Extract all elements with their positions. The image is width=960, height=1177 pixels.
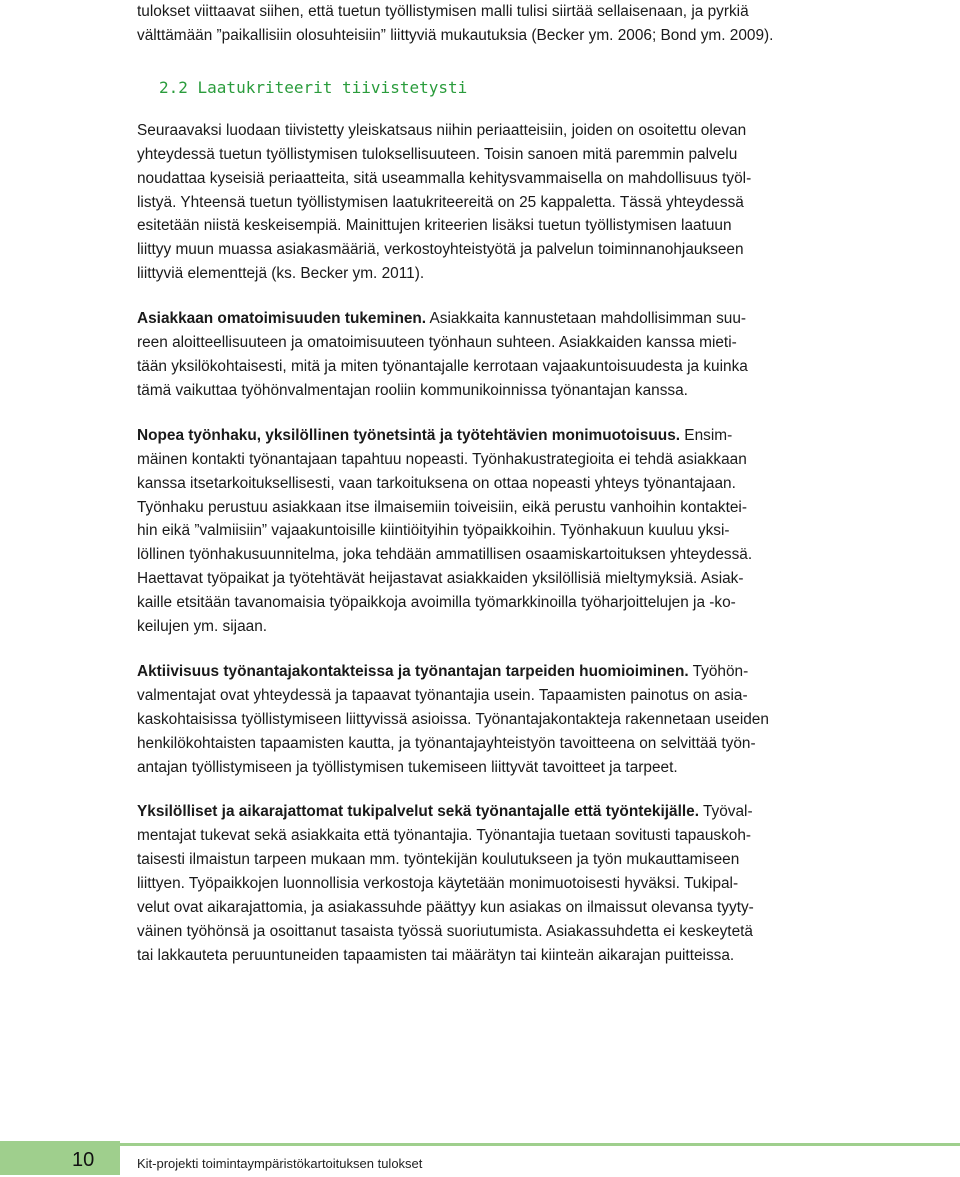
criterion-title: Nopea työnhaku, yksilöllinen työnetsintä ja työtehtävien monimuotoisuus. bbox=[137, 426, 681, 444]
text-line: mäinen kontakti työnantajaan tapahtuu nopeasti. Työnhakustrategioita ei tehdä asiakkaan bbox=[137, 450, 747, 468]
text-line: noudattaa kyseisiä periaatteita, sitä useammalla kehitysvammaisella on mahdollisuus työl- bbox=[137, 169, 752, 187]
intro-paragraph bbox=[137, 0, 803, 48]
text-line: reen aloitteellisuuteen ja omatoimisuuteen työnhaun suhteen. Asiakkaiden kanssa mieti- bbox=[137, 334, 737, 352]
text-line: Seuraavaksi luodaan tiivistetty yleiskatsaus niihin periaatteisiin, joiden on osoitettu olevan bbox=[137, 121, 747, 139]
text-line: velut ovat aikarajattomia, ja asiakassuhde päättyy kun asiakas on ilmaissut olevansa tyyty- bbox=[137, 899, 754, 917]
text-line: esitetään niistä keskeisempiä. Mainittujen kriteerien lisäksi tuetun työllistymisen laatuun bbox=[137, 217, 732, 235]
text-line: Työhön- bbox=[688, 662, 749, 680]
text-line: tämä vaikuttaa työhönvalmentajan rooliin kommunikoinnissa työnantajan kanssa. bbox=[137, 381, 688, 399]
text-line: yhteydessä tuetun työllistymisen tuloksellisuuteen. Toisin sanoen mitä paremmin palvelu bbox=[137, 145, 738, 163]
criterion-title: Asiakkaan omatoimisuuden tukeminen. bbox=[137, 310, 427, 328]
text-line: löllinen työnhakusuunnitelma, joka tehdään ammatillisen osaamiskartoituksen yhteydessä. bbox=[137, 546, 753, 564]
text-line: Työnhaku perustuu asiakkaan itse ilmaisemiin toiveisiin, eikä perustu vanhoihin kontaktei- bbox=[137, 498, 747, 516]
text-line: keilujen ym. sijaan. bbox=[137, 618, 268, 636]
criterion-title: Yksilölliset ja aikarajattomat tukipalvelut sekä työnantajalle että työntekijälle. bbox=[137, 803, 699, 821]
text-line: valmentajat ovat yhteydessä ja tapaavat työnantajia usein. Tapaamisten painotus on asia- bbox=[137, 686, 748, 704]
criterion-paragraph-job-search bbox=[137, 424, 803, 639]
text-line: Työval- bbox=[698, 803, 753, 821]
text-line: tulokset viittaavat siihen, että tuetun työllistymisen malli tulisi siirtää sellaisenaan, ja pyrkiä bbox=[137, 3, 749, 20]
page-number: 10 bbox=[72, 1149, 95, 1171]
text-line: kaskohtaisissa työllistymiseen liittyvissä asioissa. Työnantajakontakteja rakennetaan useiden bbox=[137, 710, 769, 728]
text-line: hin eikä ”valmiisiin” vajaakuntoisille kiintiöityihin työpaikkoihin. Työnhakuun kuuluu yksi- bbox=[137, 522, 730, 540]
criterion-paragraph-self-reliance bbox=[137, 307, 803, 403]
text-line: liittyviä elementtejä (ks. Becker ym. 2011). bbox=[137, 265, 425, 283]
text-line: kanssa itsetarkoituksellisesti, vaan tarkoituksena on ottaa nopeasti yhteys työnantajaan. bbox=[137, 474, 736, 492]
text-line: välttämään ”paikallisiin olosuhteisiin” liittyviä mukautuksia (Becker ym. 2006; Bond ym. 2009). bbox=[137, 26, 774, 44]
criterion-paragraph-support-services bbox=[137, 800, 803, 967]
text-line: listyä. Yhteensä tuetun työllistymisen laatukriteereitä on 25 kappaletta. Tässä yhteydessä bbox=[137, 193, 744, 211]
section-heading: 2.2 Laatukriteerit tiivistetysti bbox=[159, 77, 468, 97]
footer-rule bbox=[120, 1143, 960, 1146]
criterion-paragraph-employer-contacts bbox=[137, 660, 803, 780]
text-line: tai lakkauteta peruuntuneiden tapaamisten tai määrätyn tai kiinteän aikarajan puitteissa. bbox=[137, 946, 735, 964]
text-line: antajan työllistymiseen ja työllistymisen tukemiseen liittyvät tavoitteet ja tarpeet. bbox=[137, 758, 678, 776]
text-line: henkilökohtaisten tapaamisten kautta, ja työnantajayhteistyön tavoitteena on selvittää työn- bbox=[137, 734, 756, 752]
text-line: Haettavat työpaikat ja työtehtävät heijastavat asiakkaiden yksilöllisiä mieltymyksiä. Asiak- bbox=[137, 570, 744, 588]
text-line: liittyy muun muassa asiakasmääriä, verkostoyhteistyötä ja palvelun toiminnanohjaukseen bbox=[137, 241, 744, 259]
text-line: liittyen. Työpaikkojen luonnollisia verkostoja käytetään monimuotoisesti hyväksi. Tukipal- bbox=[137, 875, 739, 893]
text-line: tään yksilökohtaisesti, mitä ja miten työnantajalle kerrotaan vajaakuntoisuudesta ja kuinka bbox=[137, 357, 748, 375]
text-line: taisesti ilmaistun tarpeen mukaan mm. työntekijän koulutukseen ja työn mukauttamiseen bbox=[137, 851, 740, 869]
text-line: Asiakkaita kannustetaan mahdollisimman suu- bbox=[426, 310, 747, 328]
footer-title: Kit-projekti toimintaympäristökartoituksen tulokset bbox=[137, 1156, 423, 1171]
page-content bbox=[137, 0, 803, 968]
text-line: väinen työhönsä ja osoittanut tasaista työssä suoriutumista. Asiakassuhdetta ei keskeytetä bbox=[137, 923, 753, 940]
text-line: Ensim- bbox=[680, 426, 733, 444]
text-line: mentajat tukevat sekä asiakkaita että työnantajia. Työnantajia tuetaan sovitusti tapauskoh- bbox=[137, 827, 752, 845]
text-line: kaille etsitään tavanomaisia työpaikkoja avoimilla työmarkkinoilla työharjoittelujen ja -ko- bbox=[137, 594, 736, 612]
criterion-title: Aktiivisuus työnantajakontakteissa ja työnantajan tarpeiden huomioiminen. bbox=[137, 662, 689, 680]
summary-paragraph bbox=[137, 119, 803, 286]
